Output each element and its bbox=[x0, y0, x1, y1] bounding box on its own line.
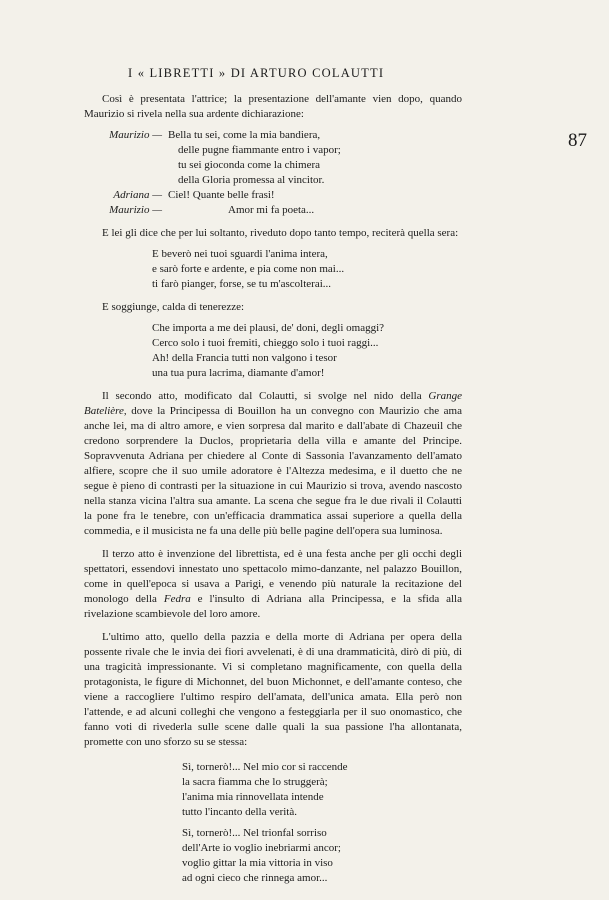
running-title: I « LIBRETTI » DI ARTURO COLAUTTI bbox=[128, 66, 385, 80]
speaker bbox=[104, 158, 168, 173]
line-text: Ciel! Quante belle frasi! bbox=[168, 189, 275, 201]
verse-line: E beverò nei tuoi sguardi l'anima intera, bbox=[152, 248, 328, 260]
dialogue-line bbox=[104, 128, 462, 143]
verse-line: una tua pura lacrima, diamante d'amor! bbox=[152, 367, 325, 379]
paragraph-4-start: Il secondo atto, modificato dal Colautti, si svolge nel nido della bbox=[102, 390, 429, 402]
paragraph-5-rest: e l'insulto di Adriana alla Principessa, e la sfida alla rivelazione scambievole del loro amore. bbox=[84, 593, 462, 620]
speaker: Maurizio — bbox=[109, 129, 162, 141]
dialogue-line bbox=[104, 158, 462, 173]
paragraph-4 bbox=[84, 389, 462, 539]
italic-place-name: Grange Batelière bbox=[84, 390, 462, 417]
verse-line: voglio gittar la mia vittoria in viso bbox=[182, 857, 333, 869]
line-text: delle pugne fiammante entro i vapor; bbox=[178, 144, 341, 156]
speaker bbox=[104, 143, 168, 158]
paragraph-3: E soggiunge, calda di tenerezze: bbox=[102, 301, 245, 313]
verse-block-2 bbox=[152, 321, 462, 381]
speaker: Adriana — bbox=[113, 189, 162, 201]
page-body bbox=[84, 92, 462, 890]
line-text: Amor mi fa poeta... bbox=[228, 204, 315, 216]
dialogue-line bbox=[104, 143, 462, 158]
verse-line: l'anima mia rinnovellata intende bbox=[182, 791, 324, 803]
verse-line: dell'Arte io voglio inebriarmi ancor; bbox=[182, 842, 341, 854]
line-text: tu sei gioconda come la chimera bbox=[178, 159, 321, 171]
line-text: Bella tu sei, come la mia bandiera, bbox=[168, 129, 321, 141]
paragraph-5-start: Il terzo atto è invenzione del librettista, ed è una festa anche per gli occhi degli spettatori, essendovi innestato uno spettacolo mimo-danzante, nel palazzo Bouillon, come in quell'epoca si usava a Parigi, e venendo più naturale la recitazione del monologo della bbox=[84, 548, 462, 605]
verse-block-3 bbox=[182, 760, 462, 886]
stanza-1 bbox=[182, 760, 462, 820]
speaker bbox=[104, 173, 168, 188]
verse-line: Sì, tornerò!... Nel mio cor si raccende bbox=[182, 761, 348, 773]
verse-line: ad ogni cieco che rinnega amor... bbox=[182, 872, 328, 884]
page-number: 87 bbox=[568, 130, 587, 151]
dialogue-line bbox=[104, 173, 462, 188]
verse-line: la sacra fiamma che lo struggerà; bbox=[182, 776, 328, 788]
line-text: della Gloria promessa al vincitor. bbox=[178, 174, 325, 186]
verse-line: tutto l'incanto della verità. bbox=[182, 806, 298, 818]
dialogue-line bbox=[104, 188, 462, 203]
verse-line: Ah! della Francia tutti non valgono i tesor bbox=[152, 352, 337, 364]
stanza-2 bbox=[182, 826, 462, 886]
speaker: Maurizio — bbox=[109, 204, 162, 216]
paragraph-4-rest: , dove la Principessa di Bouillon ha un convegno con Maurizio che ama anche lei, ma di altro amore, e vien sorpresa dal marito e dall'abate di Chazeuil che credono sorprendere la Duclos, proprietaria della villa e amante del Principe. Sopravvenuta Adriana per chiedere al Conte di Sassonia l'avanzamento dell'amato alfiere, scopre che il suo umile adoratore è l'Altezza medesima, e il duetto che ne segue è pieno di contrasti per la situazione in cui Maurizio si trova, avendo nascosto nella stanza vicina l'altra sua amante. La scena che segue fra le due rivali il Colautti la pone fra le tenebre, con un'efficacia drammatica assai superiore a quella della commedia, e il musicista ne fa una delle più belle pagine dell'opera sua luminosa. bbox=[84, 405, 462, 537]
paragraph-5 bbox=[84, 547, 462, 622]
paragraph-2: E lei gli dice che per lui soltanto, riveduto dopo tanto tempo, reciterà quella sera: bbox=[102, 227, 459, 239]
verse-block-1 bbox=[152, 247, 462, 292]
verse-line: e sarò forte e ardente, e pia come non mai... bbox=[152, 263, 345, 275]
verse-line: Sì, tornerò!... Nel trionfal sorriso bbox=[182, 827, 327, 839]
dialogue-block bbox=[104, 128, 462, 218]
italic-title: Fedra bbox=[163, 593, 191, 605]
paragraph-6: L'ultimo atto, quello della pazzia e della morte di Adriana per opera della possente rivale che le invia dei fiori avvelenati, è di una drammaticità, dirò di più, di una tragicità impressionante. Vi si completano magnificamente, con quella della protagonista, le figure di Michonnet, del buon Michonnet, e dell'amante conteso, che viene a raccogliere l'ultimo respiro dell'amata, dell'unica amata. Ella però non l'attende, e ad alcuni colleghi che vengono a festeggiarla per il suo onomastico, che fanno voti di rivederla sulle scene dalle quali la sua passione l'ha allontanata, promette con uno sforzo su se stessa: bbox=[84, 631, 462, 748]
verse-line: ti farò pianger, forse, se tu m'ascolterai... bbox=[152, 278, 332, 290]
paragraph-1: Così è presentata l'attrice; la presentazione dell'amante vien dopo, quando Maurizio si rivela nella sua ardente dichiarazione: bbox=[84, 93, 462, 120]
dialogue-line bbox=[104, 203, 462, 218]
verse-line: Che importa a me dei plausi, de' doni, degli omaggi? bbox=[152, 322, 385, 334]
verse-line: Cerco solo i tuoi fremiti, chieggo solo i tuoi raggi... bbox=[152, 337, 379, 349]
